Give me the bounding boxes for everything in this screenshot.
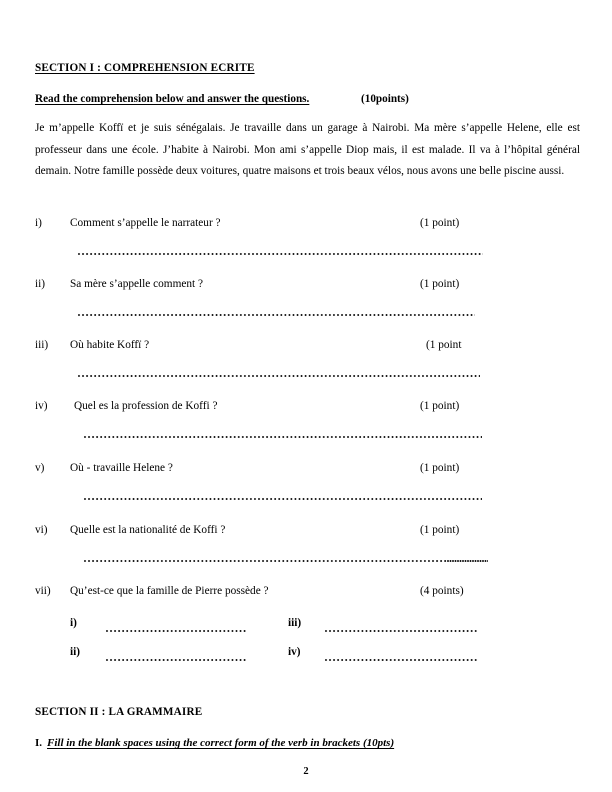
question-text-ii: Sa mère s’appelle comment ?	[70, 278, 203, 290]
answer-line-ii[interactable]	[78, 314, 475, 317]
question-number-v: v)	[35, 462, 45, 474]
section-2-item-index: I.	[35, 737, 43, 749]
sub-answer-line-ii[interactable]	[106, 659, 246, 662]
question-text-vii: Qu’est-ce que la famille de Pierre possède ?	[70, 585, 269, 597]
question-marks-iii: (1 point	[426, 339, 462, 351]
section-1-instruction-points: (10points)	[361, 93, 409, 105]
answer-line-iii[interactable]	[78, 375, 480, 378]
sub-answer-label-ii: ii)	[70, 646, 81, 658]
answer-line-vi[interactable]	[84, 560, 447, 563]
question-marks-vii: (4 points)	[420, 585, 464, 597]
question-text-vi: Quelle est la nationalité de Koffi ?	[70, 524, 226, 536]
question-marks-i: (1 point)	[420, 217, 460, 229]
sub-answer-label-iv: iv)	[288, 646, 301, 658]
question-marks-v: (1 point)	[420, 462, 460, 474]
question-number-ii: ii)	[35, 278, 46, 290]
sub-answer-line-i[interactable]	[106, 630, 246, 633]
section-1-heading: SECTION I : COMPREHENSION ECRITE	[35, 62, 255, 74]
sub-answer-label-iii: iii)	[288, 617, 302, 629]
sub-answer-label-i: i)	[70, 617, 77, 629]
section-2-instruction: Fill in the blank spaces using the correct form of the verb in brackets (10pts)	[47, 737, 395, 749]
answer-line-i[interactable]	[78, 253, 483, 256]
question-number-vi: vi)	[35, 524, 48, 536]
sub-answer-line-iv[interactable]	[325, 659, 478, 662]
comprehension-passage: Je m’appelle Koffï et je suis sénégalais. Je travaille dans un garage à Nairobi. Ma mère s’appelle Helene, elle est professeur dans une école. J’habite à Nairobi. Mon ami s’appelle Diop mais, il est malade. Il va à l’hôpital général demain. Notre famille possède deux voitures, quatre maisons et trois beaux vélos, nous avons une belle piscine aussi.	[35, 122, 580, 178]
question-text-v: Où - travaille Helene ?	[70, 462, 173, 474]
question-marks-ii: (1 point)	[420, 278, 460, 290]
section-2-heading: SECTION II : LA GRAMMAIRE	[35, 706, 203, 718]
question-text-iv: Quel es la profession de Koffi ?	[74, 400, 218, 412]
question-marks-iv: (1 point)	[420, 400, 460, 412]
answer-line-iv[interactable]	[84, 436, 482, 439]
question-text-i: Comment s’appelle le narrateur ?	[70, 217, 221, 229]
question-number-i: i)	[35, 217, 42, 229]
sub-answer-line-iii[interactable]	[325, 630, 478, 633]
answer-line-vi-tail[interactable]	[447, 560, 488, 563]
answer-line-v[interactable]	[84, 498, 482, 501]
question-number-iv: iv)	[35, 400, 48, 412]
question-marks-vi: (1 point)	[420, 524, 460, 536]
question-number-vii: vii)	[35, 585, 51, 597]
question-text-iii: Où habite Koffï ?	[70, 339, 150, 351]
question-number-iii: iii)	[35, 339, 49, 351]
section-1-instruction: Read the comprehension below and answer the questions.	[35, 93, 310, 105]
page-number: 2	[303, 766, 309, 777]
